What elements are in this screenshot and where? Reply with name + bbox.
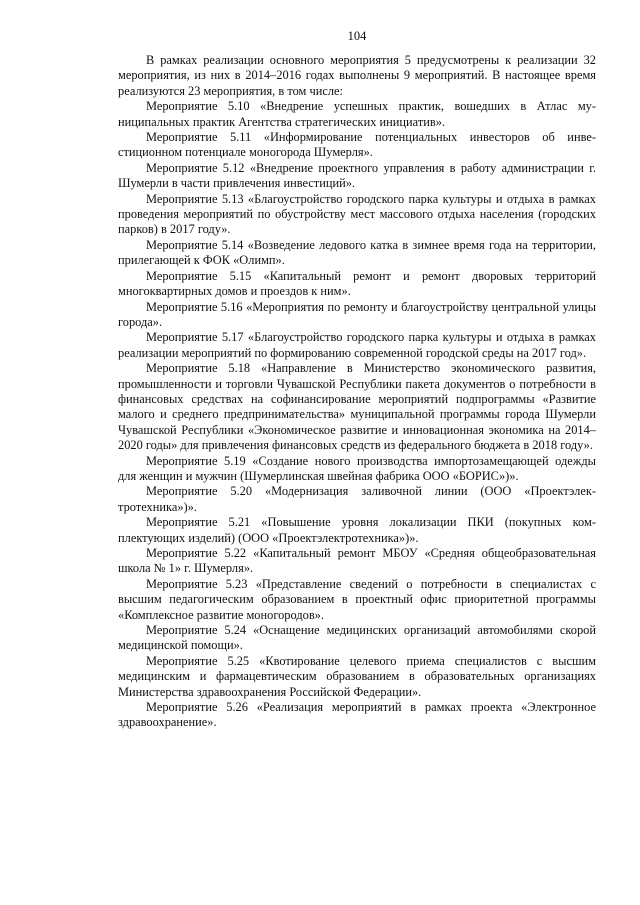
paragraph-measure-5-10: Мероприятие 5.10 «Внедрение успешных практик, вошедших в Атлас муниципальных практик Агентства стратегических инициатив». xyxy=(118,99,596,129)
paragraph-measure-5-17: Мероприятие 5.17 «Благоустройство городского парка культуры и отдыха в рамках реализации мероприятий по формированию современной городской среды на 2017 год». xyxy=(118,330,596,360)
paragraph-measure-5-15: Мероприятие 5.15 «Капитальный ремонт и ремонт дворовых территорий многоквартирных домов и проездов к ним». xyxy=(118,268,596,299)
paragraph-measure-5-12: Мероприятие 5.12 «Внедрение проектного управления в работу администрации г. Шумерли в части привлечения инвестиций». xyxy=(118,160,596,191)
paragraph-intro: В рамках реализации основного мероприятия 5 предусмотрены к реализации 32 мероприятия, из них в 2014–2016 годах выполнены 9 мероприятий. В настоящее время реализуются 23 мероприятия, в том числе: xyxy=(118,53,596,98)
paragraph-measure-5-16: Мероприятие 5.16 «Мероприятия по ремонту и благоустройству центральной улицы города». xyxy=(118,299,596,329)
paragraph-measure-5-25: Мероприятие 5.25 «Квотирование целевого приема специалистов с высшим медицинским и фармацевтическим образованием в образовательных организациях Министерства здравоохранения Российской Федерации». xyxy=(118,653,596,699)
paragraph-measure-5-22: Мероприятие 5.22 «Капитальный ремонт МБОУ «Средняя общеобразовательная школа № 1» г. Шумерля». xyxy=(118,546,596,576)
paragraph-measure-5-24: Мероприятие 5.24 «Оснащение медицинских организаций автомобилями скорой медицинской помощи». xyxy=(118,623,596,653)
paragraph-measure-5-23: Мероприятие 5.23 «Представление сведений о потребности в специалистах с высшим педагогическим образованием в проектный офис приоритетной программы «Комплексное развитие моногородов». xyxy=(118,576,596,622)
paragraph-measure-5-19: Мероприятие 5.19 «Создание нового производства импортозамещающей одежды для женщин и мужчин (Шумерлинская швейная фабрика ООО «БОРИС»)». xyxy=(118,453,596,483)
paragraph-measure-5-21: Мероприятие 5.21 «Повышение уровня локализации ПКИ (покупных комплектующих изделий) (ООО «Проектэлектротехника»)». xyxy=(118,515,596,545)
paragraph-measure-5-26: Мероприятие 5.26 «Реализация мероприятий в рамках проекта «Электронное здравоохранение». xyxy=(118,700,596,730)
paragraph-measure-5-13: Мероприятие 5.13 «Благоустройство городского парка культуры и отдыха в рамках проведения мероприятий по обустройству мест массового отдыха населения (городских парков) в 2017 году». xyxy=(118,191,596,237)
paragraph-measure-5-18: Мероприятие 5.18 «Направление в Министерство экономического развития, промышленности и торговли Чувашской Республики пакета документов о потребности в финансовых средствах на софинансирование мероприятий подпрограммы «Развитие малого и среднего предпринимательства» муниципальной программы города Шумерли Чувашской Республики «Экономическое развитие и инновационная экономика на 2014–2020 годы» для привлечения финансовых средств из федерального бюджета в 2018 году». xyxy=(118,361,596,453)
page-number: 104 xyxy=(347,29,367,43)
document-page xyxy=(118,28,596,731)
document-body xyxy=(118,53,596,731)
paragraph-measure-5-20: Мероприятие 5.20 «Модернизация заливочной линии (ООО «Проектэлектротехника»)». xyxy=(118,484,596,514)
paragraph-measure-5-11: Мероприятие 5.11 «Информирование потенциальных инвесторов об инвестиционном потенциале моногорода Шумерля». xyxy=(118,130,596,160)
paragraph-measure-5-14: Мероприятие 5.14 «Возведение ледового катка в зимнее время года на территории, прилегающей к ФОК «Олимп». xyxy=(118,237,596,268)
